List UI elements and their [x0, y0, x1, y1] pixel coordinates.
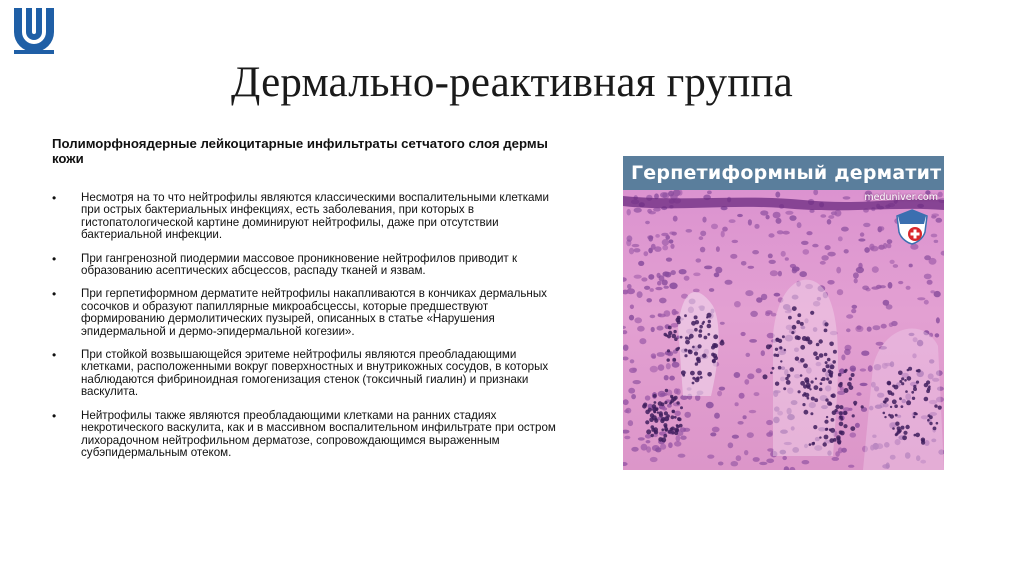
list-item	[52, 192, 557, 242]
university-logo-icon	[10, 4, 58, 56]
bullet-text: При герпетиформном дерматите нейтрофилы накапливаются в кончиках дермальных сосочков и образуют папиллярные микроабсцессы, которые предшествуют формированию дермолитических пузырей, описанных в статье «Нарушения эпидермальной и дермо-эпидермальной когезии».	[81, 287, 547, 338]
list-item	[52, 349, 557, 399]
bullet-dot: •	[52, 348, 57, 363]
bullet-dot: •	[52, 287, 57, 302]
bullet-text: При стойкой возвышающейся эритеме нейтрофилы являются преобладающими клетками, расположенными вокруг поверхностных и внутрикожных сосудов, в которых наблюдаются фибриноидная гомогенизация стенок (токсичный гиалин) и признаки васкулита.	[81, 348, 549, 399]
content-block	[52, 136, 557, 470]
list-item	[52, 410, 557, 460]
bullet-dot: •	[52, 191, 57, 205]
medical-shield-icon	[894, 208, 930, 246]
bullet-dot: •	[52, 251, 57, 266]
bullet-dot: •	[52, 408, 57, 423]
figure-watermark: meduniver.com	[864, 192, 938, 203]
list-item	[52, 288, 557, 338]
slide-title: Дермально-реактивная группа	[231, 59, 793, 106]
histology-figure	[623, 156, 944, 470]
subheading: Полиморфноядерные лейкоцитарные инфильтраты сетчатого слоя дермы кожи	[52, 136, 548, 166]
bullet-text: Несмотря на то что нейтрофилы являются классическими воспалительными клетками при острых бактериальных инфекциях, есть заболевания, при которых в гистопатологической картине доминируют нейтрофилы, даже при отсутствии бактериальной инфекции.	[81, 191, 549, 242]
list-item	[52, 253, 557, 278]
bullet-list	[52, 192, 557, 459]
figure-caption: Герпетиформный дерматит	[623, 156, 944, 190]
bullet-text: Нейтрофилы также являются преобладающими клетками на ранних стадиях некротического васкулита, как и в массивном воспалительном инфильтрате при остром лихорадочном нейтрофильном дерматозе, сопровождающимся выраженным субэпидермальным отеком.	[81, 408, 556, 459]
bullet-text: При гангренозной пиодермии массовое проникновение нейтрофилов приводит к образованию асептических абсцессов, распаду тканей и язвам.	[81, 251, 518, 278]
histology-image	[623, 156, 944, 470]
